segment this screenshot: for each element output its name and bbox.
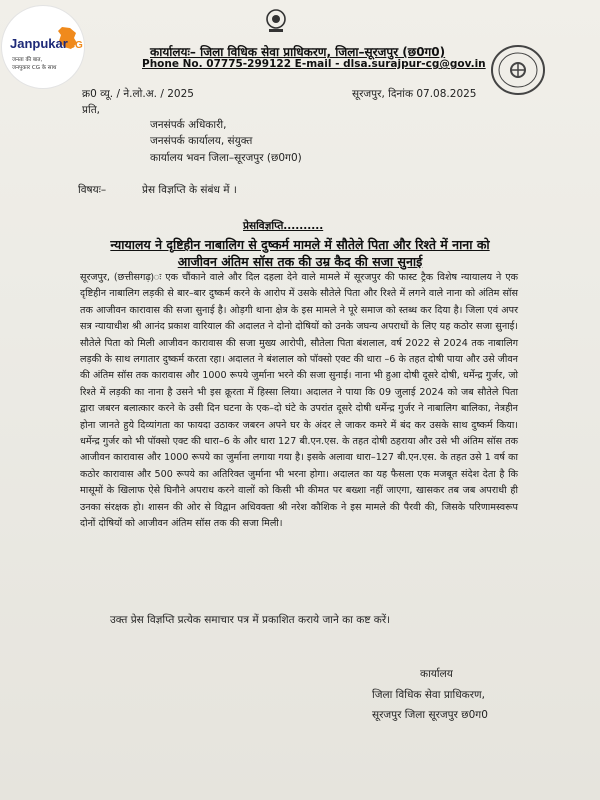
signature-line-3: सूरजपुर जिला सूरजपुर छ0ग0 [372, 709, 488, 721]
logo-tagline: जनता की बात, [12, 57, 43, 63]
publication-request: उक्त प्रेस विज्ञप्ति प्रत्येक समाचार पत्र में प्रकाशित कराये जाने का कष्ट करें। [110, 614, 391, 626]
signature-line-2: जिला विधिक सेवा प्राधिकरण, [372, 689, 485, 701]
janpukar-logo [2, 6, 84, 88]
logo-tagline-2: जनपुकार CG के साथ [12, 65, 57, 71]
headline-line-1: न्यायालय ने दृष्टिहीन नाबालिग से दुष्कर्म मामले में सौतेले पिता और रिश्ते में नाना को [110, 237, 490, 252]
headline-line-2: आजीवन अंतिम सॉस तक की उम्र कैद की सजा सुनाई [177, 254, 423, 269]
recipient-line-2: जनसंपर्क कार्यालय, संयुक्त [150, 135, 253, 147]
signature-line-1: कार्यालय [420, 668, 453, 680]
national-emblem-icon [264, 8, 288, 34]
prati-label: प्रति, [82, 104, 101, 116]
office-heading: कार्यालयः– जिला विधिक सेवा प्राधिकरण, जिला–सूरजपुर (छ0ग0) [150, 45, 446, 59]
place-date: सूरजपुर, दिनांक 07.08.2025 [352, 88, 477, 100]
press-release-body: सूरजपुर, (छत्तीसगढ़)ः एक चौंकाने वाले और दिल दहला देने वाले मामले में सूरजपुर की फास्ट ट्रैक विशेष न्यायालय ने एक दृष्टिहीन नाबालिग लड़की से बार–बार दुष्कर्म करने के आरोप में उसके सौतेले पिता और रिश्ते में लगने वाले नाना को अंतिम सॉस तक आजीवन कारावास की सजा सुनाई है। ओड़गी थाना क्षेत्र के इस मामले ने पूरे समाज को स्तब्ध कर दिया है। जिला एवं अपर सत्र न्यायाधीश श्री आनंद प्रकाश वारियाल की अदालत ने दोनो दोषियों को उनके जघन्य अपराधों के लिए यह कठोर सजा सुनाई। सौतेले पिता को मिली आजीवन कारावास की सजा मुख्य आरोपी, सौतेला पिता बंशलाल, वर्ष 2022 से 2024 तक नाबालिग लड़की के साथ लगातार दुष्कर्म करता रहा। अदालत ने बंशलाल को पॉक्सो एक्ट की धारा –6 के तहत दोषी पाया और उसे जीवन की अंतिम सॉस तक कारावास और 1000 रूपये जुर्माना भरने की सजा सुनाई। नाना भी हुआ दोषी दूसरे दोषी, धर्मेन्द्र गुर्जर, जो रिश्ते में लड़की का नाना है उसने भी इस क्रूरता में हिस्सा लिया। अदालत ने पाया कि 09 जुलाई 2024 को जब सौतेले पिता द्वारा जबरन बलात्कार करने के उसी दिन घटना के एक–दो घंटे के उपरांत दूसरे दोषी धर्मेन्द्र गुर्जर ने नाबालिग बालिका, नेत्रहीन होना जानते हुये दिव्यांगता का फायदा उठाकर जबरन अपने घर के अंदर ले जाकर कमरे में बंद कर उसके साथ दुष्कर्म किया। धर्मेन्द्र गुर्जर को भी पॉक्सो एक्ट की धारा–6 के और धारा 127 बी.एन.एस. के तहत दोषी ठहराया और उसे भी अंतिम सॉस तक आजीवन कारावास और 1000 रूपये का जुर्माना लगाया गया है। इसके अलावा धारा–127 बी.एन.एस. के तहत उसे 1 वर्ष का कठोर कारावास और 500 रूपये का अतिरिक्त जुर्माना भी भरना होगा। अदालत का यह फैसला एक मजबूत संदेश देता है कि मासूमों के खिलाफ ऐसे घिनौने अपराध करने वालों को किसी भी कीमत पर बख्शा नहीं जाएगा, खासकर तब जब अपराधी ही उनका संरक्षक हो। शासन की ओर से विद्वान अधिवक्ता श्री नरेश कौशिक ने इस मामले की पैरवी की, जिसके परिणामस्वरूप दोनों दोषियों को आजीवन अंतिम सॉस तक की सजा मिली। [80, 272, 518, 530]
subject-text: प्रेस विज्ञप्ति के संबंध में । [142, 184, 237, 196]
office-seal-icon [490, 44, 546, 96]
recipient-line-1: जनसंपर्क अधिकारी, [150, 119, 227, 131]
contact-line: Phone No. 07775-299122 E-mail - dlsa.surajpur-cg@gov.in [142, 58, 486, 70]
press-release-title: प्रेसविज्ञप्ति.......... [243, 220, 324, 232]
subject-label: विषयः– [78, 184, 107, 196]
reference-number: क्र0 व्यू. / ने.लो.अ. / 2025 [82, 88, 194, 100]
recipient-line-3: कार्यालय भवन जिला–सूरजपुर (छ0ग0) [150, 152, 302, 164]
logo-name: JanpukarCG [10, 36, 83, 51]
